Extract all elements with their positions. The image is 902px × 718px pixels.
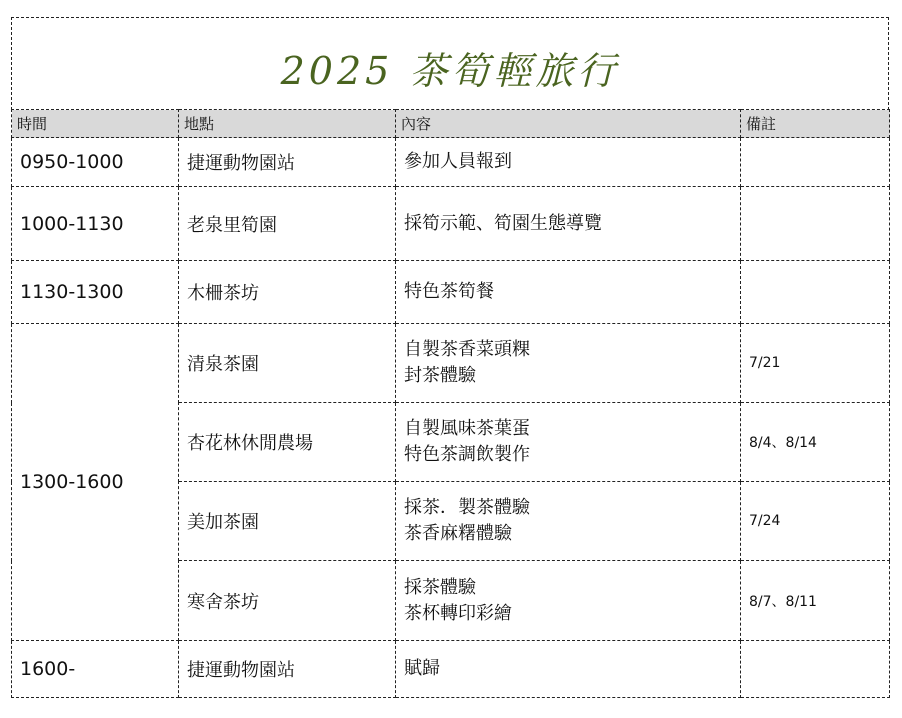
content-line: 特色茶調飲製作 — [404, 444, 530, 465]
content-line: 封茶體驗 — [404, 365, 476, 386]
content-cell — [396, 187, 741, 261]
content-line: 茶香麻糬體驗 — [404, 523, 512, 544]
note-cell: 8/7、8/11 — [741, 561, 890, 641]
note-cell — [741, 261, 890, 324]
content-line: 賦歸 — [404, 658, 440, 679]
location-cell: 杏花林休閒農場 — [179, 403, 396, 482]
note-cell — [741, 138, 890, 187]
location-cell: 清泉茶園 — [179, 324, 396, 403]
note-cell — [741, 187, 890, 261]
table-row — [12, 138, 890, 187]
note-cell — [741, 641, 890, 698]
itinerary-sheet — [11, 17, 889, 698]
note-cell: 8/4、8/14 — [741, 403, 890, 482]
note-cell: 7/24 — [741, 482, 890, 561]
content-line: 採茶．製茶體驗 — [404, 497, 530, 518]
page-title: 2025 茶筍輕旅行 — [280, 48, 620, 93]
content-cell — [396, 261, 741, 324]
location-cell: 寒舍茶坊 — [179, 561, 396, 641]
content-cell — [396, 403, 741, 482]
content-cell — [396, 561, 741, 641]
time-cell: 1000-1130 — [12, 187, 179, 261]
content-line: 特色茶筍餐 — [404, 281, 494, 302]
header-content: 內容 — [396, 110, 741, 138]
table-row — [12, 261, 890, 324]
content-cell — [396, 482, 741, 561]
content-line: 參加人員報到 — [404, 151, 512, 172]
content-line: 自製茶香菜頭粿 — [404, 339, 530, 360]
content-line: 採筍示範、筍園生態導覽 — [404, 212, 602, 234]
table-row — [12, 324, 890, 403]
header-location: 地點 — [179, 110, 396, 138]
note-cell: 7/21 — [741, 324, 890, 403]
content-line: 自製風味茶葉蛋 — [404, 418, 530, 439]
location-cell: 美加茶園 — [179, 482, 396, 561]
content-cell — [396, 138, 741, 187]
location-cell: 老泉里筍園 — [179, 187, 396, 261]
header-row — [12, 110, 890, 138]
content-cell — [396, 324, 741, 403]
table-row — [12, 187, 890, 261]
header-time: 時間 — [12, 110, 179, 138]
time-cell: 1300-1600 — [12, 324, 179, 641]
schedule-table — [11, 109, 890, 698]
content-line: 茶杯轉印彩繪 — [404, 602, 512, 624]
table-row — [12, 641, 890, 698]
time-cell: 0950-1000 — [12, 138, 179, 187]
time-cell: 1130-1300 — [12, 261, 179, 324]
content-line: 採茶體驗 — [404, 576, 476, 598]
location-cell: 捷運動物園站 — [179, 641, 396, 698]
header-note: 備註 — [741, 110, 890, 138]
title-box — [11, 17, 889, 110]
content-cell — [396, 641, 741, 698]
location-cell: 捷運動物園站 — [179, 138, 396, 187]
time-cell: 1600- — [12, 641, 179, 698]
location-cell: 木柵茶坊 — [179, 261, 396, 324]
